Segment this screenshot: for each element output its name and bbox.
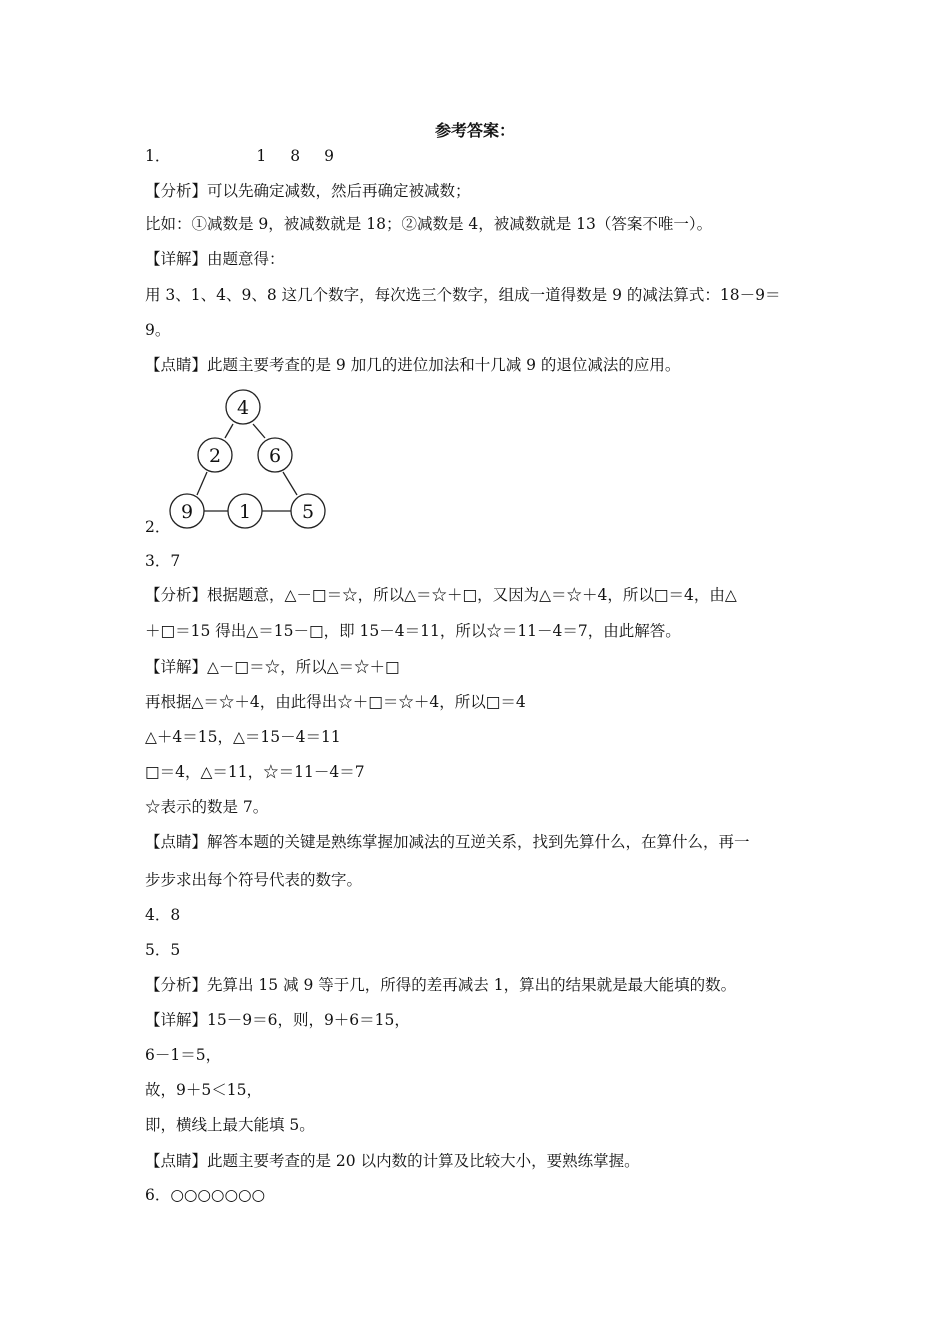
- q5-detail-3: 故，9＋5＜15，: [145, 1081, 262, 1099]
- q3-analysis: 【分析】根据题意，△－□＝☆，所以△＝☆＋□，又因为△＝☆＋4，所以□＝4，由△: [145, 586, 737, 604]
- node-bottom-right-value: 5: [301, 501, 315, 523]
- q1-detail-heading: 【详解】由题意得：: [145, 250, 285, 268]
- q1-example: 比如：①减数是 9，被减数就是 18；②减数是 4，被减数就是 13（答案不唯一）。: [145, 215, 713, 233]
- q2-number: 2．: [145, 518, 171, 536]
- q1-answer-1: 1: [256, 147, 267, 165]
- edge-right-bottom: [283, 472, 297, 495]
- number-triangle-diagram: [165, 388, 335, 530]
- q3-detail-4: □＝4，△＝11，☆＝11－4＝7: [145, 763, 365, 781]
- q5-detail-2: 6－1＝5，: [145, 1046, 222, 1064]
- q5-comment: 【点睛】此题主要考查的是 20 以内数的计算及比较大小，要熟练掌握。: [145, 1152, 640, 1170]
- q1-answer-2: 8: [290, 147, 301, 165]
- node-right-mid-value: 6: [268, 445, 282, 467]
- q1-answer-line: [145, 146, 334, 166]
- q3-detail-3: △＋4＝15，△＝15－4＝11: [145, 728, 341, 746]
- node-bottom-mid-value: 1: [238, 501, 252, 523]
- q5-answer: 5．5: [145, 941, 181, 959]
- node-top-value: 4: [236, 397, 250, 419]
- q3-detail-2: 再根据△＝☆＋4，由此得出☆＋□＝☆＋4，所以□＝4: [145, 693, 526, 711]
- q3-analysis-cont: ＋□＝15 得出△＝15－□，即 15－4＝11，所以☆＝11－4＝7，由此解答。: [145, 622, 681, 640]
- q3-detail-5: ☆表示的数是 7。: [145, 798, 269, 816]
- q5-detail-1: 【详解】15－9＝6，则，9＋6＝15，: [145, 1011, 410, 1029]
- q1-answer-3: 9: [324, 147, 334, 165]
- edge-top-right: [253, 424, 265, 438]
- page-title: 参考答案：: [434, 121, 515, 140]
- q3-comment: 【点睛】解答本题的关键是熟练掌握加减法的互逆关系，找到先算什么，在算什么，再一: [145, 833, 750, 851]
- q6-answer: 6．○○○○○○○: [145, 1186, 266, 1204]
- q1-comment: 【点睛】此题主要考查的是 9 加几的进位加法和十几减 9 的退位减法的应用。: [145, 356, 681, 374]
- q4-answer: 4．8: [145, 906, 181, 924]
- q3-detail-1: 【详解】△－□＝☆，所以△＝☆＋□: [145, 658, 400, 676]
- node-left-mid-value: 2: [208, 445, 222, 467]
- q3-comment-cont: 步步求出每个符号代表的数字。: [145, 871, 363, 889]
- q5-analysis: 【分析】先算出 15 减 9 等于几，所得的差再减去 1，算出的结果就是最大能填的数。: [145, 976, 737, 994]
- q5-detail-4: 即，横线上最大能填 5。: [145, 1116, 315, 1134]
- edge-top-left: [225, 424, 233, 438]
- edge-left-bottom: [197, 472, 207, 495]
- q3-answer: 3．7: [145, 552, 181, 570]
- q1-detail-line: 用 3、1、4、9、8 这几个数字，每次选三个数字，组成一道得数是 9 的减法算式：18－9＝: [145, 286, 781, 304]
- q1-number: 1．: [145, 147, 171, 165]
- q1-detail-line-cont: 9。: [145, 321, 171, 339]
- q1-analysis: 【分析】可以先确定减数，然后再确定被减数；: [145, 182, 471, 200]
- node-bottom-left-value: 9: [180, 501, 194, 523]
